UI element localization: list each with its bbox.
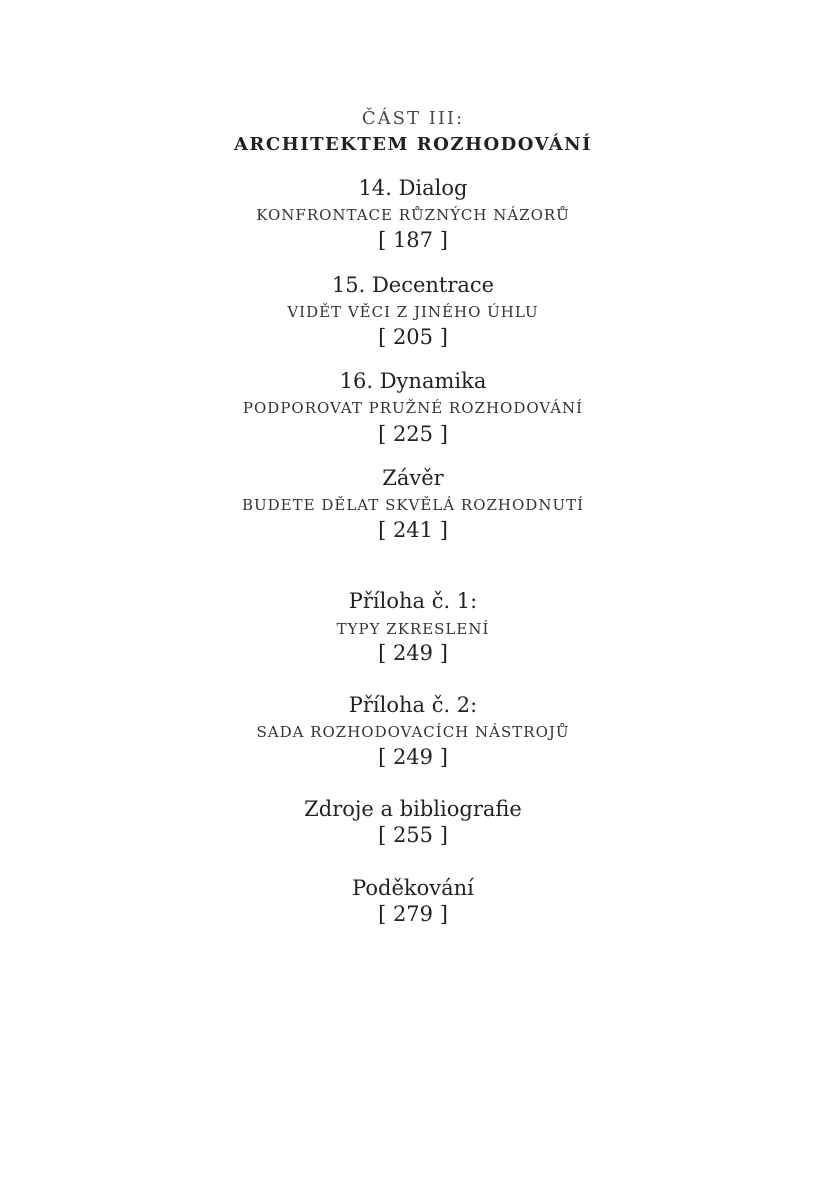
part-title: ARCHITEKTEM ROZHODOVÁNÍ	[233, 134, 593, 155]
toc-entry-page: [ 249 ]	[378, 745, 448, 769]
part-label: ČÁST III:	[361, 108, 465, 129]
toc-entry-title: Poděkování	[352, 876, 474, 900]
toc-entry-title: Závěr	[382, 466, 444, 490]
toc-entry-subtitle: SADA ROZHODOVACÍCH NÁSTROJŮ	[256, 723, 570, 741]
toc-entry-title: 15. Decentrace	[331, 273, 495, 297]
toc-entry-title: Zdroje a bibliografie	[304, 797, 522, 821]
toc-entry-title: 16. Dynamika	[339, 369, 487, 393]
toc-entry-page: [ 255 ]	[378, 823, 448, 847]
toc-entry-subtitle: VIDĚT VĚCI Z JINÉHO ÚHLU	[287, 303, 539, 321]
toc-entry-subtitle: PODPOROVAT PRUŽNÉ ROZHODOVÁNÍ	[242, 399, 584, 417]
toc-entry-subtitle: BUDETE DĚLAT SKVĚLÁ ROZHODNUTÍ	[241, 496, 585, 514]
toc-entry-subtitle: KONFRONTACE RŮZNÝCH NÁZORŮ	[256, 206, 570, 224]
toc-entry-page: [ 241 ]	[378, 518, 448, 542]
toc-entry-title: Příloha č. 2:	[348, 693, 478, 717]
toc-entry-page: [ 279 ]	[378, 902, 448, 926]
toc-entry-subtitle: TYPY ZKRESLENÍ	[336, 620, 490, 638]
toc-entry-page: [ 225 ]	[378, 422, 448, 446]
toc-entry-page: [ 187 ]	[378, 228, 448, 252]
toc-entry-title: 14. Dialog	[358, 176, 468, 200]
toc-entry-page: [ 249 ]	[378, 641, 448, 665]
toc-entry-title: Příloha č. 1:	[348, 589, 478, 613]
toc-entry-page: [ 205 ]	[378, 325, 448, 349]
